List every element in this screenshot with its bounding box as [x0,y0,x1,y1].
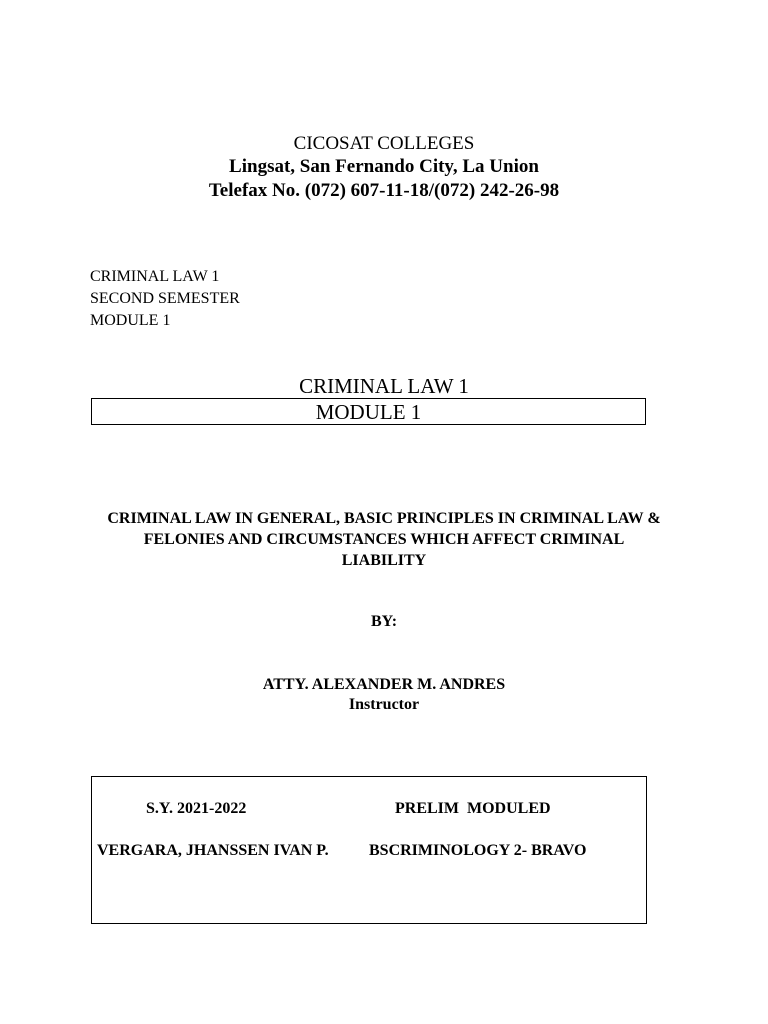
college-address: Lingsat, San Fernando City, La Union [229,156,539,177]
document-title: CRIMINAL LAW 1 [299,374,469,398]
semester-label: SECOND SEMESTER [90,290,240,307]
program-section: BSCRIMINOLOGY 2- BRAVO [369,842,587,859]
subject-label: CRIMINAL LAW 1 [90,268,220,285]
college-name: CICOSAT COLLEGES [293,133,475,154]
topic-title: CRIMINAL LAW IN GENERAL, BASIC PRINCIPLES IN CRIMINAL LAW & FELONIES AND CIRCUMSTANCES WHICH AFFECT CRIMINAL LIABILITY [107,510,661,569]
author-role: Instructor [348,696,420,713]
student-name: VERGARA, JHANSSEN IVAN P. [97,842,329,859]
college-telefax: Telefax No. (072) 607-11-18/(072) 242-26-98 [208,180,560,201]
by-label: BY: [370,613,398,630]
module-label: MODULE 1 [90,312,171,329]
school-year: S.Y. 2021-2022 [146,800,247,817]
author-name: ATTY. ALEXANDER M. ANDRES [262,676,506,693]
term-label: PRELIM MODULED [395,800,551,817]
module-title-box: MODULE 1 [91,398,646,425]
